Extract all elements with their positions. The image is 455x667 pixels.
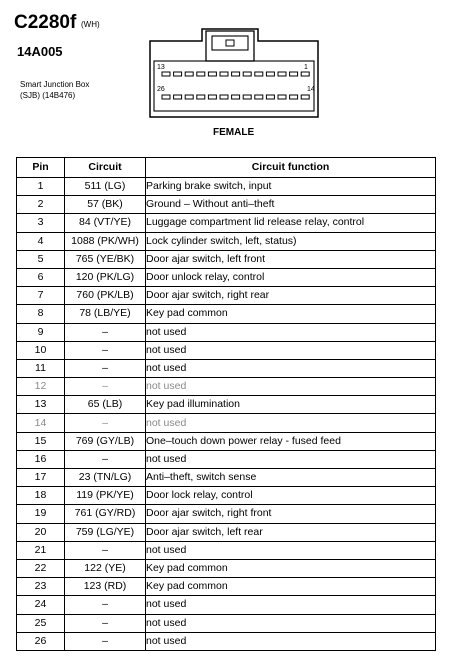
pin-cell: 23 [17,578,65,596]
table-row [17,305,436,323]
function-cell: not used [146,323,436,341]
function-cell: Key pad common [146,305,436,323]
connector-lock-slot [226,40,234,46]
pin-table [16,157,436,651]
circuit-cell: – [65,450,146,468]
pin-label-26: 26 [157,86,165,93]
pin-cell: 22 [17,559,65,577]
terminal-slot [185,72,193,76]
table-row [17,632,436,650]
function-cell: Key pad illumination [146,396,436,414]
circuit-cell: 120 (PK/LG) [65,268,146,286]
pin-cell: 8 [17,305,65,323]
circuit-cell: 122 (YE) [65,559,146,577]
circuit-cell: 119 (PK/YE) [65,487,146,505]
function-cell: Parking brake switch, input [146,178,436,196]
terminal-slot [290,72,298,76]
function-cell: Door ajar switch, left front [146,250,436,268]
table-row [17,378,436,396]
connector-terminal-window [154,61,314,111]
box-code: (SJB) (14B476) [20,91,76,100]
table-row [17,523,436,541]
function-cell: not used [146,414,436,432]
connector-face-diagram [144,25,324,120]
terminal-slot [197,72,205,76]
pin-cell: 25 [17,614,65,632]
terminal-slot [208,95,216,99]
circuit-cell: 765 (YE/BK) [65,250,146,268]
terminal-slot [255,95,263,99]
part-number: 14A005 [17,44,63,59]
table-row [17,214,436,232]
pin-cell: 18 [17,487,65,505]
circuit-cell: 511 (LG) [65,178,146,196]
table-row [17,596,436,614]
circuit-cell: – [65,632,146,650]
pin-cell: 14 [17,414,65,432]
table-row [17,268,436,286]
table-row [17,232,436,250]
pin-cell: 5 [17,250,65,268]
circuit-cell: – [65,378,146,396]
terminal-slot [197,95,205,99]
circuit-cell: – [65,359,146,377]
pin-cell: 13 [17,396,65,414]
circuit-cell: – [65,323,146,341]
function-cell: One–touch down power relay - fused feed [146,432,436,450]
table-row [17,287,436,305]
function-cell: not used [146,378,436,396]
function-cell: Door ajar switch, left rear [146,523,436,541]
circuit-cell: 760 (PK/LB) [65,287,146,305]
circuit-cell: – [65,341,146,359]
circuit-cell: – [65,541,146,559]
terminal-slot [301,95,309,99]
top-terminal-row [162,72,309,76]
pin-cell: 3 [17,214,65,232]
table-row [17,178,436,196]
terminal-slot [266,72,274,76]
terminal-slot [174,95,182,99]
circuit-cell: 23 (TN/LG) [65,469,146,487]
connector-id: C2280f [14,12,77,33]
pin-cell: 17 [17,469,65,487]
terminal-slot [232,72,240,76]
terminal-slot [255,72,263,76]
terminal-slot [278,72,286,76]
pin-cell: 7 [17,287,65,305]
function-cell: Door ajar switch, right rear [146,287,436,305]
pin-cell: 6 [17,268,65,286]
table-row [17,432,436,450]
pin-cell: 4 [17,232,65,250]
table-row [17,396,436,414]
terminal-slot [220,72,228,76]
pin-cell: 10 [17,341,65,359]
pin-cell: 9 [17,323,65,341]
table-row [17,487,436,505]
table-header-row [17,158,436,178]
header-circuit: Circuit [65,158,146,178]
function-cell: not used [146,341,436,359]
terminal-slot [220,95,228,99]
box-name: Smart Junction Box [20,80,90,89]
pin-cell: 26 [17,632,65,650]
pin-cell: 11 [17,359,65,377]
function-cell: not used [146,450,436,468]
header-pin: Pin [17,158,65,178]
function-cell: Key pad common [146,559,436,577]
gender-label: FEMALE [213,127,255,138]
terminal-slot [301,72,309,76]
terminal-slot [232,95,240,99]
table-row [17,559,436,577]
table-row [17,541,436,559]
pin-cell: 1 [17,178,65,196]
terminal-slot [243,72,251,76]
function-cell: not used [146,596,436,614]
terminal-slot [208,72,216,76]
circuit-cell: – [65,596,146,614]
circuit-cell: 123 (RD) [65,578,146,596]
function-cell: Door ajar switch, right front [146,505,436,523]
function-cell: not used [146,632,436,650]
pin-cell: 16 [17,450,65,468]
circuit-cell: 78 (LB/YE) [65,305,146,323]
circuit-cell: 84 (VT/YE) [65,214,146,232]
pin-cell: 24 [17,596,65,614]
circuit-cell: 759 (LG/YE) [65,523,146,541]
pin-cell: 19 [17,505,65,523]
pin-label-13: 13 [157,64,165,71]
terminal-slot [266,95,274,99]
terminal-slot [278,95,286,99]
circuit-cell: 57 (BK) [65,196,146,214]
function-cell: Door lock relay, control [146,487,436,505]
function-cell: Luggage compartment lid release relay, control [146,214,436,232]
function-cell: Ground – Without anti–theft [146,196,436,214]
pin-cell: 12 [17,378,65,396]
terminal-slot [174,72,182,76]
table-row [17,250,436,268]
circuit-cell: – [65,414,146,432]
function-cell: not used [146,541,436,559]
pin-label-14: 14 [307,86,315,93]
table-row [17,578,436,596]
table-row [17,614,436,632]
circuit-cell: 769 (GY/LB) [65,432,146,450]
circuit-cell: 65 (LB) [65,396,146,414]
connector-lock-inner [212,36,248,50]
color-code: (WH) [81,20,100,29]
pin-cell: 20 [17,523,65,541]
pin-cell: 21 [17,541,65,559]
table-row [17,196,436,214]
function-cell: Lock cylinder switch, left, status) [146,232,436,250]
terminal-slot [290,95,298,99]
circuit-cell: – [65,614,146,632]
pin-cell: 2 [17,196,65,214]
table-row [17,341,436,359]
table-row [17,469,436,487]
table-row [17,505,436,523]
table-row [17,323,436,341]
table-row [17,414,436,432]
terminal-slot [185,95,193,99]
table-row [17,359,436,377]
table-row [17,450,436,468]
terminal-slot [162,95,170,99]
pin-cell: 15 [17,432,65,450]
circuit-cell: 1088 (PK/WH) [65,232,146,250]
function-cell: Key pad common [146,578,436,596]
function-cell: not used [146,359,436,377]
function-cell: not used [146,614,436,632]
circuit-cell: 761 (GY/RD) [65,505,146,523]
pin-label-1: 1 [304,64,308,71]
function-cell: Door unlock relay, control [146,268,436,286]
header-circuit-function: Circuit function [146,158,436,178]
bottom-terminal-row [162,95,309,99]
terminal-slot [243,95,251,99]
terminal-slot [162,72,170,76]
function-cell: Anti–theft, switch sense [146,469,436,487]
